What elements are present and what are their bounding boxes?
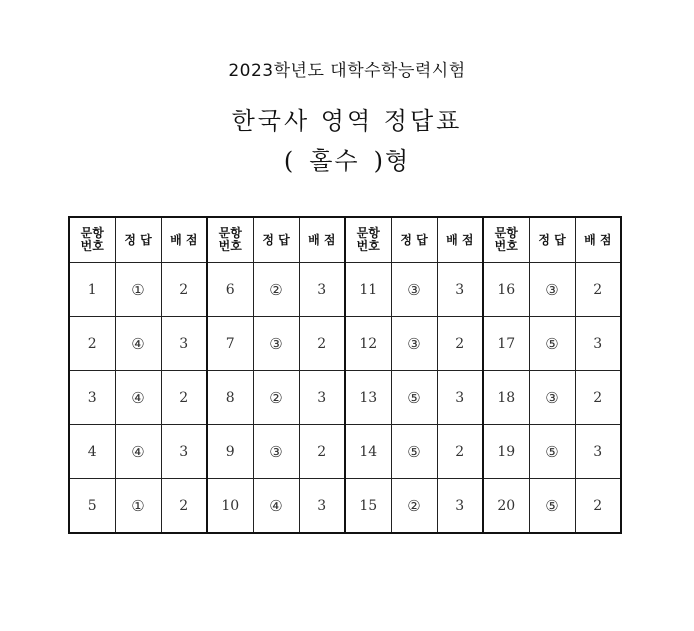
table-row (69, 317, 621, 371)
header-question-line1: 문항 (494, 226, 518, 240)
table-row (69, 371, 621, 425)
points-cell: 2 (299, 317, 345, 371)
points-cell: 3 (299, 371, 345, 425)
question-number-cell: 13 (345, 371, 391, 425)
answer-cell: ③ (529, 263, 575, 317)
question-number-cell: 4 (69, 425, 115, 479)
points-cell: 2 (161, 371, 207, 425)
header-row (69, 217, 621, 263)
points-cell: 2 (575, 263, 621, 317)
points-cell: 2 (161, 263, 207, 317)
header-points: 배 점 (299, 217, 345, 263)
answer-cell: ② (253, 263, 299, 317)
answer-cell: ③ (391, 263, 437, 317)
question-number-cell: 10 (207, 479, 253, 534)
header-answer: 정 답 (391, 217, 437, 263)
points-cell: 3 (299, 479, 345, 534)
answer-cell: ② (253, 371, 299, 425)
header-question-line2: 번호 (218, 239, 242, 253)
header-question-number (483, 217, 529, 263)
header-question-line1: 문항 (356, 226, 380, 240)
question-number-cell: 18 (483, 371, 529, 425)
answer-cell: ③ (391, 317, 437, 371)
answer-cell: ③ (253, 317, 299, 371)
exam-name: 2023학년도 대학수학능력시험 (228, 61, 466, 81)
answer-cell: ① (115, 479, 161, 534)
question-number-cell: 19 (483, 425, 529, 479)
table-body (69, 263, 621, 534)
answer-cell: ④ (253, 479, 299, 534)
answer-cell: ③ (253, 425, 299, 479)
answer-cell: ④ (115, 371, 161, 425)
points-cell: 3 (437, 371, 483, 425)
question-number-cell: 9 (207, 425, 253, 479)
points-cell: 3 (437, 479, 483, 534)
header-question-line2: 번호 (356, 239, 380, 253)
header-points: 배 점 (575, 217, 621, 263)
points-cell: 2 (575, 371, 621, 425)
question-number-cell: 16 (483, 263, 529, 317)
header-answer: 정 답 (253, 217, 299, 263)
question-number-cell: 6 (207, 263, 253, 317)
header-question-number (69, 217, 115, 263)
points-cell: 2 (299, 425, 345, 479)
question-number-cell: 12 (345, 317, 391, 371)
question-number-cell: 2 (69, 317, 115, 371)
form-type (0, 141, 694, 176)
answer-cell: ⑤ (529, 317, 575, 371)
question-number-cell: 5 (69, 479, 115, 534)
question-number-cell: 1 (69, 263, 115, 317)
question-number-cell: 8 (207, 371, 253, 425)
form-name: 홀수 (309, 147, 360, 175)
points-cell: 3 (161, 425, 207, 479)
question-number-cell: 14 (345, 425, 391, 479)
question-number-cell: 3 (69, 371, 115, 425)
answer-cell: ① (115, 263, 161, 317)
answer-cell: ③ (529, 371, 575, 425)
table-row (69, 425, 621, 479)
form-close-suffix: )형 (373, 147, 411, 175)
header-question-number (207, 217, 253, 263)
points-cell: 3 (437, 263, 483, 317)
header-answer: 정 답 (529, 217, 575, 263)
points-cell: 3 (575, 425, 621, 479)
header-question-line2: 번호 (80, 239, 104, 253)
header-points: 배 점 (437, 217, 483, 263)
question-number-cell: 20 (483, 479, 529, 534)
points-cell: 2 (575, 479, 621, 534)
header-question-number (345, 217, 391, 263)
points-cell: 2 (437, 425, 483, 479)
question-number-cell: 7 (207, 317, 253, 371)
answer-cell: ⑤ (529, 425, 575, 479)
table-row (69, 263, 621, 317)
question-number-cell: 15 (345, 479, 391, 534)
answer-table (68, 216, 622, 534)
answer-cell: ⑤ (391, 425, 437, 479)
points-cell: 2 (437, 317, 483, 371)
table-row (69, 479, 621, 534)
points-cell: 3 (161, 317, 207, 371)
points-cell: 3 (575, 317, 621, 371)
header-question-line1: 문항 (80, 226, 104, 240)
answer-cell: ② (391, 479, 437, 534)
header-points: 배 점 (161, 217, 207, 263)
header-question-line1: 문항 (218, 226, 242, 240)
page-title: 한국사 영역 정답표 (231, 107, 463, 135)
question-number-cell: 11 (345, 263, 391, 317)
answer-cell: ⑤ (529, 479, 575, 534)
question-number-cell: 17 (483, 317, 529, 371)
points-cell: 3 (299, 263, 345, 317)
answer-cell: ④ (115, 317, 161, 371)
header-answer: 정 답 (115, 217, 161, 263)
answer-cell: ⑤ (391, 371, 437, 425)
answer-cell: ④ (115, 425, 161, 479)
form-open-paren: ( (283, 147, 296, 175)
header-question-line2: 번호 (494, 239, 518, 253)
points-cell: 2 (161, 479, 207, 534)
